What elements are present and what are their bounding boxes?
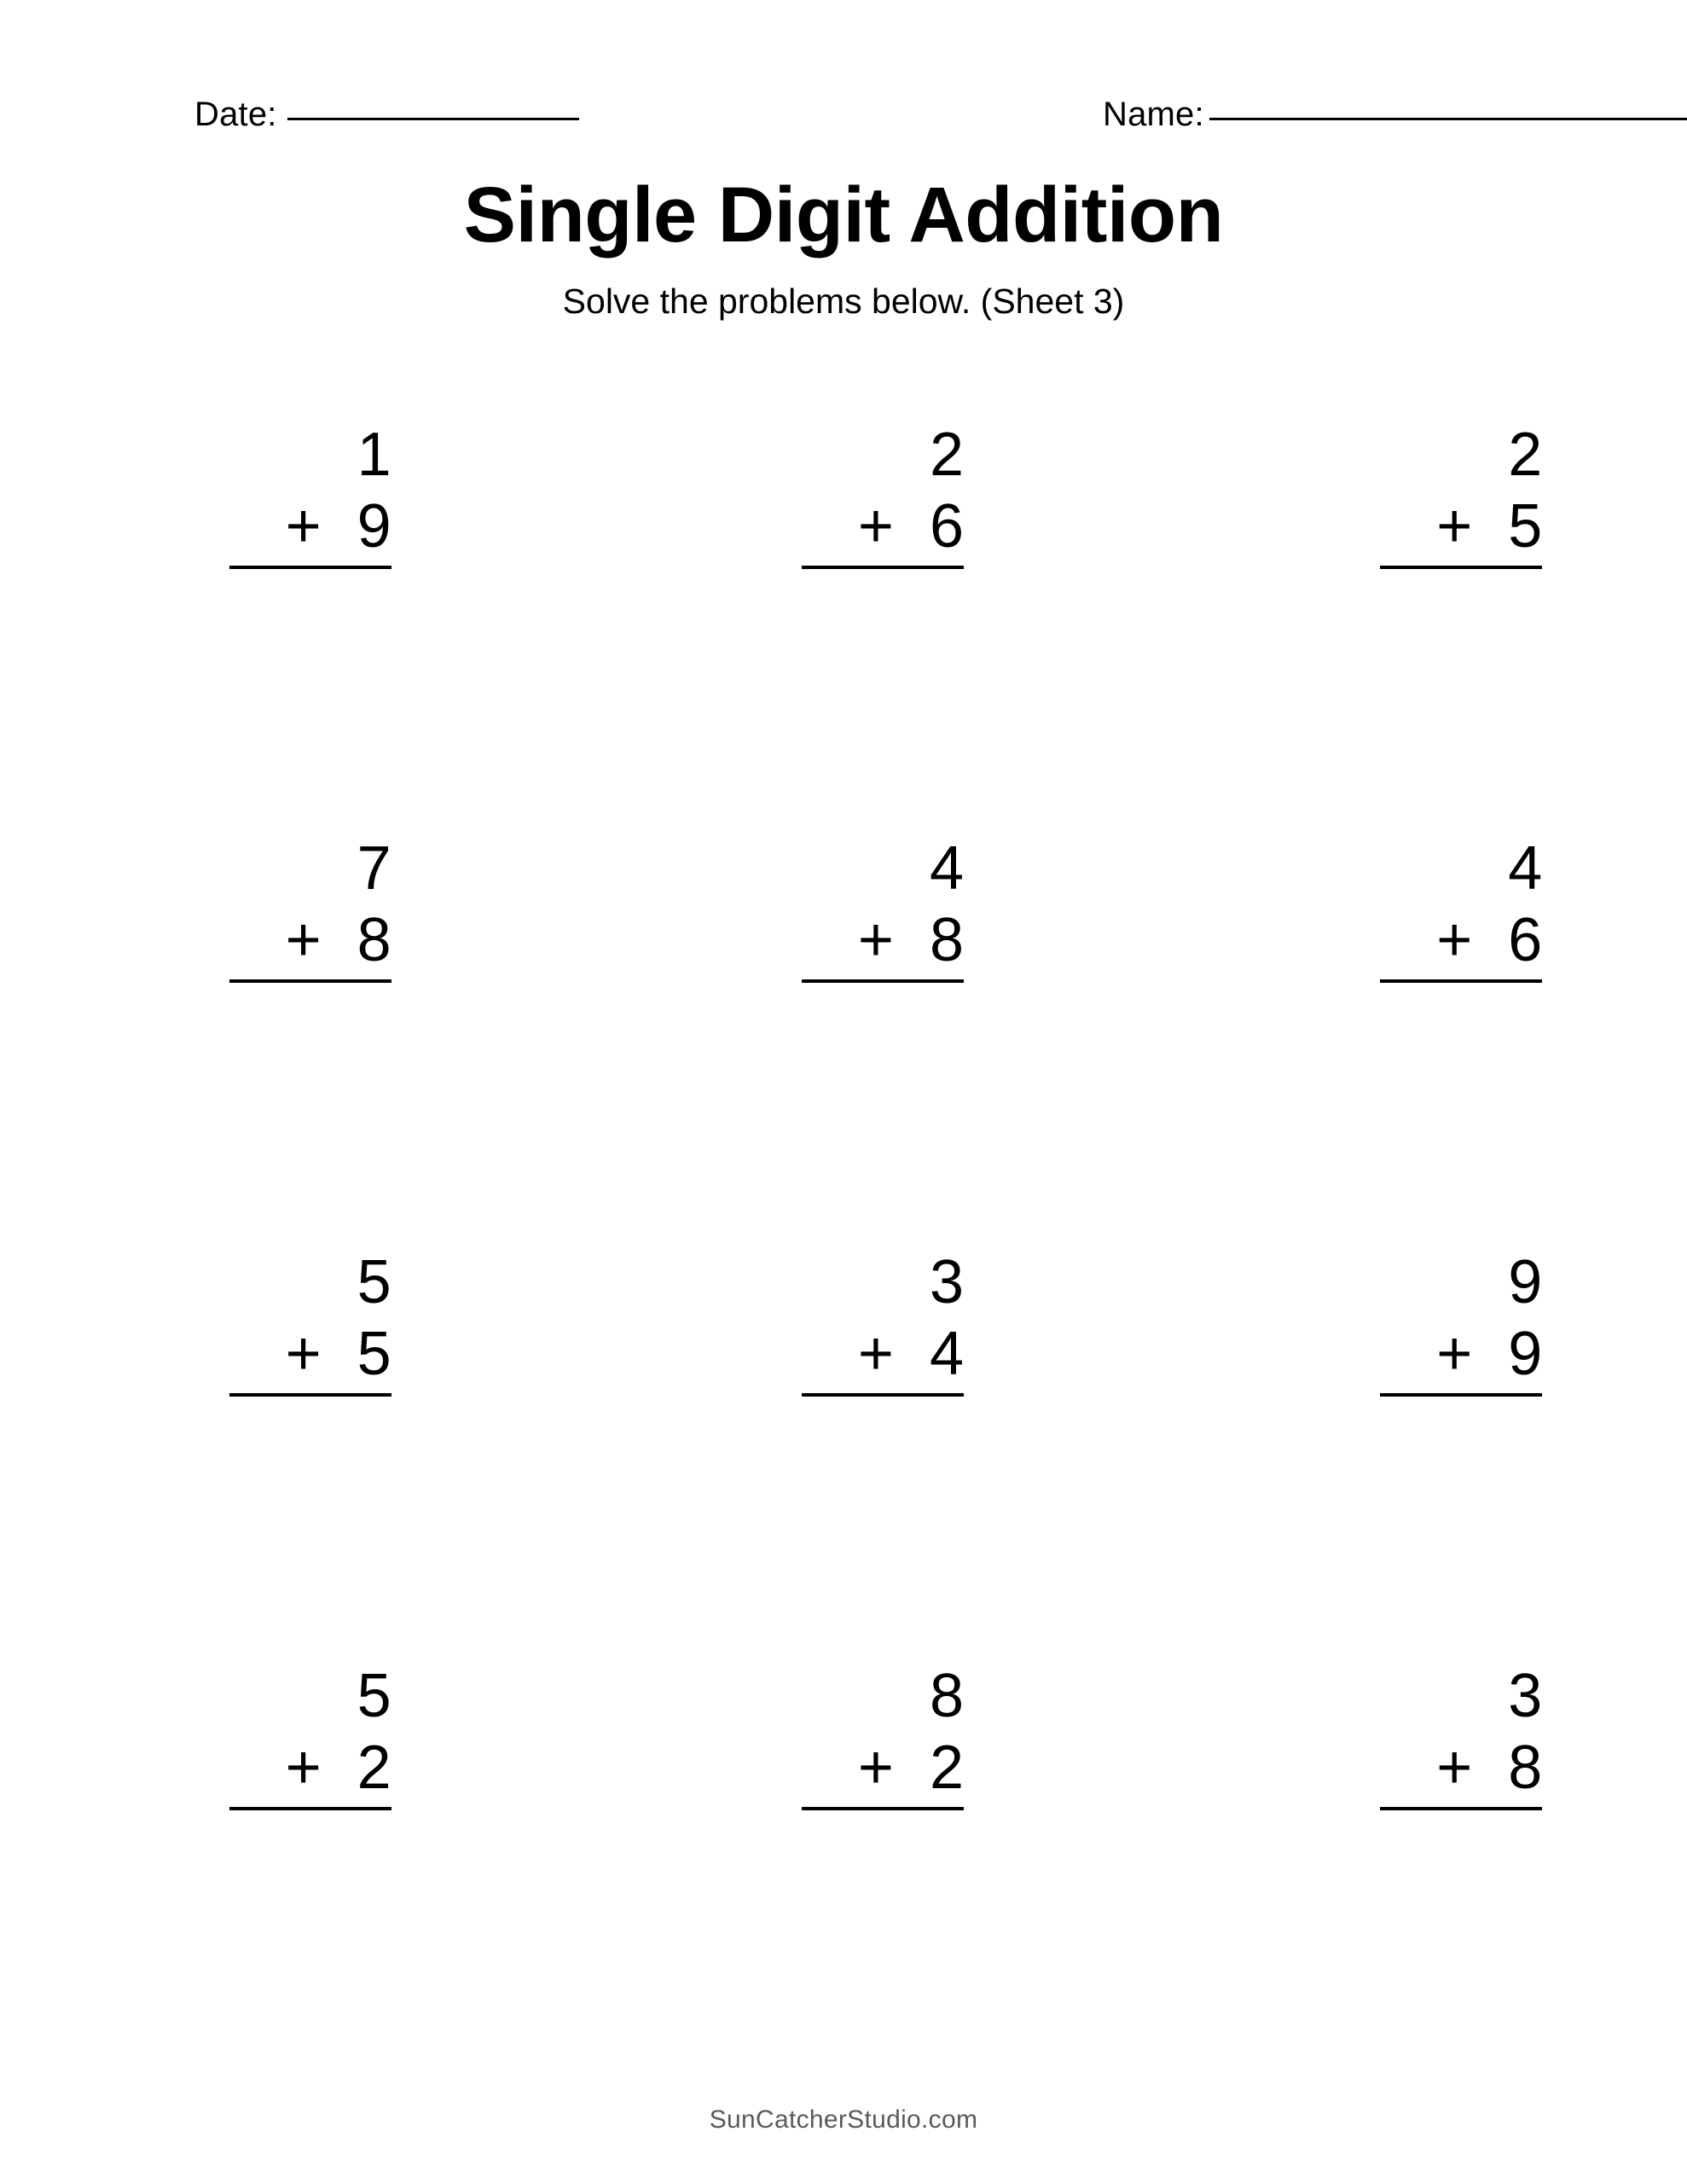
problem[interactable] [1298,1228,1554,1397]
answer-rule [1380,1393,1542,1397]
plus-icon: + [285,1319,322,1388]
problem-bottom-line [148,1319,403,1391]
page-title: Single Digit Addition [463,171,1224,258]
name-field[interactable] [1103,96,1687,134]
problem-bottom-line [1298,1319,1554,1391]
addend-bottom: 9 [1508,1319,1543,1388]
grid-cell [159,1228,403,1642]
problem-top-line [720,420,976,491]
grid-cell [159,815,403,1228]
problem-bottom-line [1298,1733,1554,1804]
addend-top: 9 [1508,1248,1543,1316]
problem-bottom-line [148,1733,403,1804]
answer-rule [229,1393,391,1397]
addend-bottom: 8 [1508,1733,1543,1802]
problem[interactable] [148,1228,403,1397]
addend-bottom: 2 [357,1733,391,1802]
addend-bottom: 8 [929,905,964,974]
answer-rule [1380,1807,1542,1810]
problem-bottom-line [720,1319,976,1391]
addend-top: 1 [357,421,391,489]
problem[interactable] [1298,1642,1554,1810]
problem[interactable] [1298,401,1554,569]
grid-cell [711,1228,976,1642]
answer-rule [802,1393,964,1397]
problem-top-line [1298,834,1554,905]
answer-rule [802,566,964,569]
date-field[interactable] [194,96,579,134]
grid-cell [711,1642,976,2056]
addend-bottom: 8 [357,905,391,974]
addend-top: 3 [929,1248,964,1316]
addend-bottom: 4 [929,1319,964,1388]
grid-cell [159,401,403,815]
addend-top: 5 [357,1248,391,1316]
addend-bottom: 6 [929,491,964,561]
footer-credit: SunCatcherStudio.com [709,2106,978,2134]
worksheet-header [0,96,1687,147]
problem-top-line [148,1247,403,1319]
page-subtitle: Solve the problems below. (Sheet 3) [562,282,1125,321]
plus-icon: + [1436,1733,1473,1802]
plus-icon: + [1436,905,1473,974]
problems-grid [0,401,1687,2056]
answer-rule [1380,979,1542,983]
problem[interactable] [720,1228,976,1397]
problem[interactable] [1298,815,1554,983]
addend-bottom: 6 [1508,905,1543,974]
problem-top-line [148,834,403,905]
addend-bottom: 9 [357,491,391,561]
problem-bottom-line [148,905,403,977]
date-label: Date: [194,96,277,133]
plus-icon: + [857,905,894,974]
plus-icon: + [285,1733,322,1802]
problem[interactable] [720,815,976,983]
addend-top: 7 [357,834,391,903]
addend-top: 8 [929,1662,964,1730]
addend-bottom: 2 [929,1733,964,1802]
problem-bottom-line [1298,491,1554,563]
grid-cell [711,815,976,1228]
plus-icon: + [1436,1319,1473,1388]
problem-top-line [1298,420,1554,491]
addend-bottom: 5 [357,1319,391,1388]
name-write-line[interactable] [1209,117,1687,120]
addend-top: 4 [929,834,964,903]
problem-top-line [720,1247,976,1319]
plus-icon: + [1436,491,1473,561]
addend-bottom: 5 [1508,491,1543,561]
problem-bottom-line [720,1733,976,1804]
plus-icon: + [857,1319,894,1388]
problem[interactable] [148,815,403,983]
addend-top: 2 [1508,421,1543,489]
plus-icon: + [857,1733,894,1802]
problem-bottom-line [148,491,403,563]
problem-top-line [1298,1661,1554,1733]
name-label: Name: [1103,96,1204,133]
grid-cell [1257,815,1554,1228]
problem-top-line [148,1661,403,1733]
answer-rule [229,979,391,983]
answer-rule [1380,566,1542,569]
grid-cell [1257,401,1554,815]
grid-cell [1257,1228,1554,1642]
answer-rule [229,1807,391,1810]
plus-icon: + [857,491,894,561]
addend-top: 2 [929,421,964,489]
plus-icon: + [285,905,322,974]
problem[interactable] [148,401,403,569]
answer-rule [802,1807,964,1810]
problem-top-line [720,834,976,905]
plus-icon: + [285,491,322,561]
problem[interactable] [720,401,976,569]
problem-bottom-line [1298,905,1554,977]
answer-rule [802,979,964,983]
problem[interactable] [720,1642,976,1810]
problem-top-line [1298,1247,1554,1319]
date-write-line[interactable] [287,117,579,120]
grid-cell [159,1642,403,2056]
problem-bottom-line [720,905,976,977]
addend-top: 5 [357,1662,391,1730]
addend-top: 4 [1508,834,1543,903]
addend-top: 3 [1508,1662,1543,1730]
grid-cell [711,401,976,815]
grid-cell [1257,1642,1554,2056]
problem-top-line [720,1661,976,1733]
answer-rule [229,566,391,569]
problem-bottom-line [720,491,976,563]
problem[interactable] [148,1642,403,1810]
problem-top-line [148,420,403,491]
